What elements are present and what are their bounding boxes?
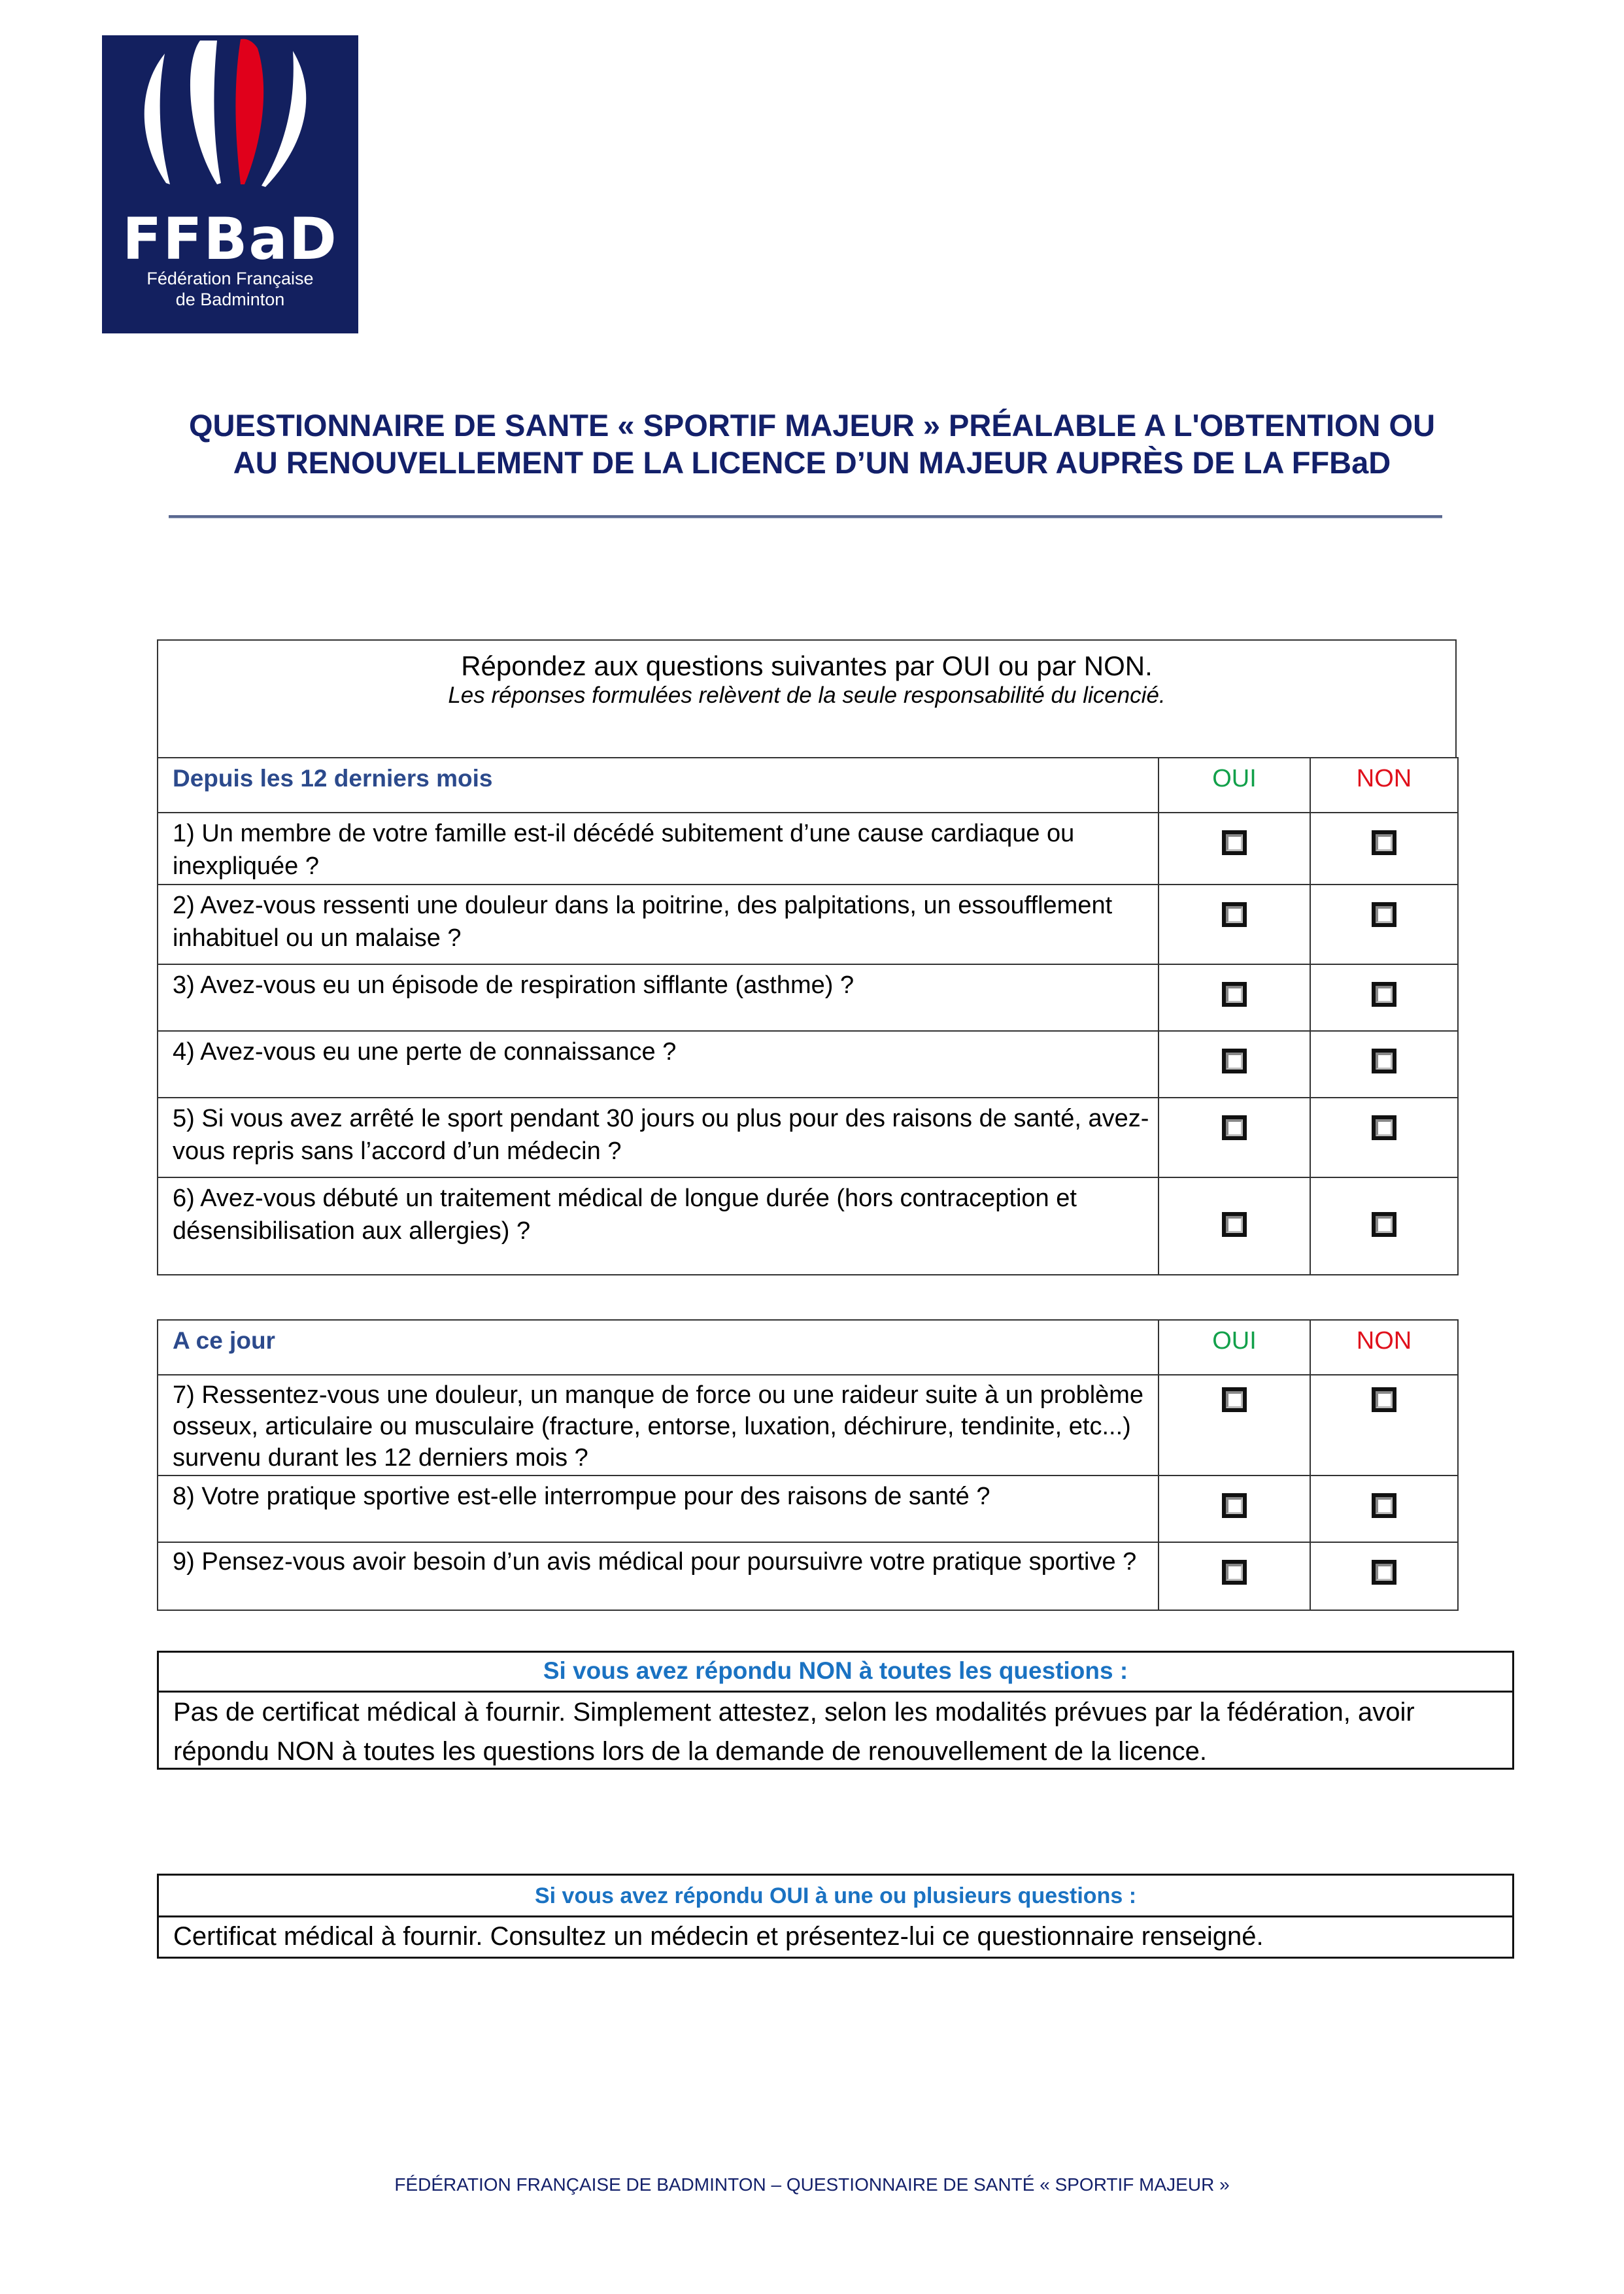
instructions-box	[157, 639, 1457, 757]
page-title	[0, 407, 1624, 481]
question-row	[158, 1542, 1458, 1610]
instructions-disclaimer: Les réponses formulées relèvent de la seule responsabilité du licencié.	[448, 683, 1166, 708]
answer-non-cell[interactable]	[1310, 1542, 1458, 1610]
answer-non-cell[interactable]	[1310, 813, 1458, 885]
table-header-row	[158, 1320, 1458, 1375]
oui-checkbox[interactable]	[1222, 1387, 1247, 1412]
question-text: 1) Un membre de votre famille est-il décédé subitement d’une cause cardiaque ou inexpliquée ?	[158, 813, 1159, 885]
questions-table-12-months	[157, 757, 1459, 1275]
non-checkbox[interactable]	[1372, 1212, 1396, 1237]
if-yes-heading: Si vous avez répondu OUI à une ou plusieurs questions :	[159, 1876, 1512, 1917]
logo-subtitle-line1: Fédération Française	[146, 269, 314, 288]
title-line1: QUESTIONNAIRE DE SANTE « SPORTIF MAJEUR » PRÉALABLE A L'OBTENTION OU	[188, 408, 1436, 443]
answer-oui-cell[interactable]	[1159, 1177, 1310, 1275]
oui-checkbox[interactable]	[1222, 1049, 1247, 1073]
oui-checkbox[interactable]	[1222, 830, 1247, 855]
question-text: 8) Votre pratique sportive est-elle interrompue pour des raisons de santé ?	[158, 1476, 1159, 1542]
if-no-heading: Si vous avez répondu NON à toutes les questions :	[159, 1653, 1512, 1693]
question-text: 9) Pensez-vous avoir besoin d’un avis médical pour poursuivre votre pratique sportive ?	[158, 1542, 1159, 1610]
question-row	[158, 885, 1458, 964]
ffbad-logo	[102, 35, 358, 333]
oui-column-header: OUI	[1159, 758, 1310, 813]
title-line2: AU RENOUVELLEMENT DE LA LICENCE D’UN MAJEUR AUPRÈS DE LA FFBaD	[233, 445, 1391, 480]
oui-checkbox[interactable]	[1222, 982, 1247, 1007]
question-row	[158, 1031, 1458, 1098]
questions-table-today	[157, 1319, 1459, 1611]
answer-oui-cell[interactable]	[1159, 1476, 1310, 1542]
question-row	[158, 1098, 1458, 1177]
answer-oui-cell[interactable]	[1159, 885, 1310, 964]
table-header-row	[158, 758, 1458, 813]
non-column-header: NON	[1310, 758, 1458, 813]
question-text: 5) Si vous avez arrêté le sport pendant 30 jours ou plus pour des raisons de santé, avez-vous repris sans l’accord d’un médecin ?	[158, 1098, 1159, 1177]
question-row	[158, 813, 1458, 885]
non-checkbox[interactable]	[1372, 1387, 1396, 1412]
logo-subtitle	[102, 268, 358, 310]
non-checkbox[interactable]	[1372, 1493, 1396, 1518]
logo-subtitle-line2: de Badminton	[175, 290, 285, 309]
question-row	[158, 1476, 1458, 1542]
logo-wordmark: FFBaD	[122, 205, 338, 273]
non-checkbox[interactable]	[1372, 1049, 1396, 1073]
if-no-box	[157, 1651, 1514, 1770]
answer-non-cell[interactable]	[1310, 1031, 1458, 1098]
oui-checkbox[interactable]	[1222, 1212, 1247, 1237]
question-text: 6) Avez-vous débuté un traitement médical de longue durée (hors contraception et désensibilisation aux allergies) ?	[158, 1177, 1159, 1275]
answer-oui-cell[interactable]	[1159, 813, 1310, 885]
non-checkbox[interactable]	[1372, 982, 1396, 1007]
if-yes-box	[157, 1874, 1514, 1959]
answer-oui-cell[interactable]	[1159, 964, 1310, 1031]
question-text: 3) Avez-vous eu un épisode de respiration sifflante (asthme) ?	[158, 964, 1159, 1031]
non-checkbox[interactable]	[1372, 1560, 1396, 1585]
answer-oui-cell[interactable]	[1159, 1098, 1310, 1177]
if-yes-body: Certificat médical à fournir. Consultez un médecin et présentez-lui ce questionnaire renseigné.	[173, 1922, 1264, 1951]
instructions-main: Répondez aux questions suivantes par OUI ou par NON.	[461, 650, 1153, 681]
question-text: 7) Ressentez-vous une douleur, un manque de force ou une raideur suite à un problème osseux, articulaire ou musculaire (fracture, entorse, luxation, déchirure, tendinite, etc...) survenu durant les 12 derniers mois ?	[158, 1375, 1159, 1476]
answer-oui-cell[interactable]	[1159, 1375, 1310, 1476]
answer-non-cell[interactable]	[1310, 1375, 1458, 1476]
answer-non-cell[interactable]	[1310, 1476, 1458, 1542]
answer-non-cell[interactable]	[1310, 964, 1458, 1031]
oui-checkbox[interactable]	[1222, 1493, 1247, 1518]
non-column-header: NON	[1310, 1320, 1458, 1375]
oui-checkbox[interactable]	[1222, 1115, 1247, 1140]
non-checkbox[interactable]	[1372, 902, 1396, 927]
answer-non-cell[interactable]	[1310, 885, 1458, 964]
oui-column-header: OUI	[1159, 1320, 1310, 1375]
section-heading: A ce jour	[158, 1320, 1159, 1375]
question-row	[158, 1177, 1458, 1275]
question-text: 4) Avez-vous eu une perte de connaissance ?	[158, 1031, 1159, 1098]
if-no-body: Pas de certificat médical à fournir. Simplement attestez, selon les modalités prévues par la fédération, avoir répondu NON à toutes les questions lors de la demande de renouvellement de la licence.	[173, 1698, 1415, 1766]
answer-non-cell[interactable]	[1310, 1177, 1458, 1275]
question-text: 2) Avez-vous ressenti une douleur dans la poitrine, des palpitations, un essoufflement inhabituel ou un malaise ?	[158, 885, 1159, 964]
answer-non-cell[interactable]	[1310, 1098, 1458, 1177]
answer-oui-cell[interactable]	[1159, 1542, 1310, 1610]
page-footer: FÉDÉRATION FRANÇAISE DE BADMINTON – QUESTIONNAIRE DE SANTÉ « SPORTIF MAJEUR »	[394, 2174, 1230, 2195]
section-heading: Depuis les 12 derniers mois	[158, 758, 1159, 813]
answer-oui-cell[interactable]	[1159, 1031, 1310, 1098]
question-row	[158, 1375, 1458, 1476]
title-divider	[169, 515, 1442, 518]
non-checkbox[interactable]	[1372, 830, 1396, 855]
oui-checkbox[interactable]	[1222, 1560, 1247, 1585]
non-checkbox[interactable]	[1372, 1115, 1396, 1140]
question-row	[158, 964, 1458, 1031]
oui-checkbox[interactable]	[1222, 902, 1247, 927]
